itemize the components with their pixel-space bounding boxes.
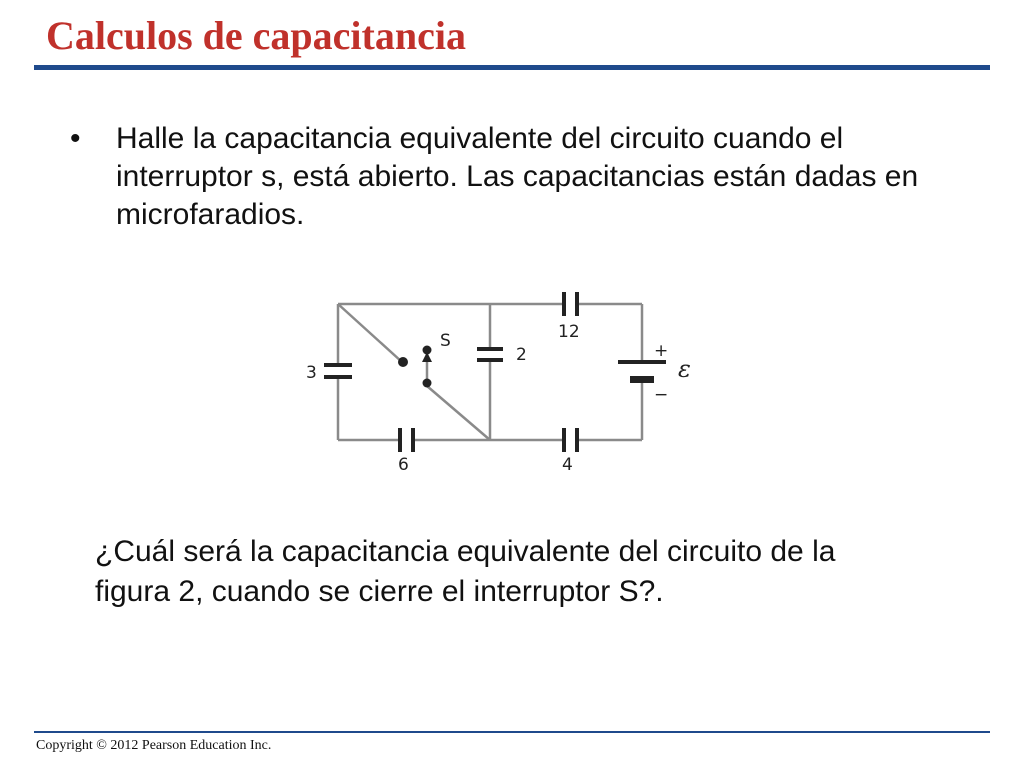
- capacitor-top-right-plate-a: [562, 292, 566, 316]
- battery-short-plate: [630, 376, 654, 383]
- capacitor-middle-plate-a: [477, 347, 503, 351]
- switch-label: S: [440, 331, 451, 351]
- emf-label: ε: [678, 355, 691, 383]
- battery-minus-label: −: [654, 385, 669, 405]
- switch-arrow-icon: [422, 352, 432, 362]
- capacitor-top-right-plate-b: [575, 292, 579, 316]
- capacitor-left-label: 3: [306, 363, 317, 383]
- bullet-symbol: •: [70, 122, 81, 155]
- capacitor-bottom-left-plate-a: [398, 428, 402, 452]
- switch-terminal-left: [398, 357, 408, 367]
- capacitor-bottom-right-label: 4: [562, 455, 573, 475]
- capacitor-middle-plate-b: [477, 358, 503, 362]
- capacitor-left-plate-a: [324, 363, 352, 367]
- capacitor-top-right-label: 12: [558, 322, 580, 342]
- slide-title: Calculos de capacitancia: [46, 13, 466, 58]
- copyright-footer: Copyright © 2012 Pearson Education Inc.: [36, 738, 272, 753]
- capacitor-bottom-left-plate-b: [411, 428, 415, 452]
- title-divider: [34, 65, 990, 70]
- capacitor-middle-label: 2: [516, 345, 527, 365]
- question-text: ¿Cuál será la capacitancia equivalente del circuito de la figura 2, cuando se cierre el interruptor S?.: [95, 535, 836, 608]
- capacitor-bottom-right-plate-b: [575, 428, 579, 452]
- switch-terminal-bottom: [423, 379, 432, 388]
- bullet-text: Halle la capacitancia equivalente del circuito cuando el interruptor s, está abierto. Las capacitancias están dadas en microfaradios.: [116, 122, 919, 231]
- capacitor-bottom-right-plate-a: [562, 428, 566, 452]
- capacitor-bottom-left-label: 6: [398, 455, 409, 475]
- footer-divider: [34, 731, 990, 733]
- battery-plus-label: +: [654, 341, 669, 361]
- circuit-diagram: [300, 280, 720, 480]
- capacitor-left-plate-b: [324, 375, 352, 379]
